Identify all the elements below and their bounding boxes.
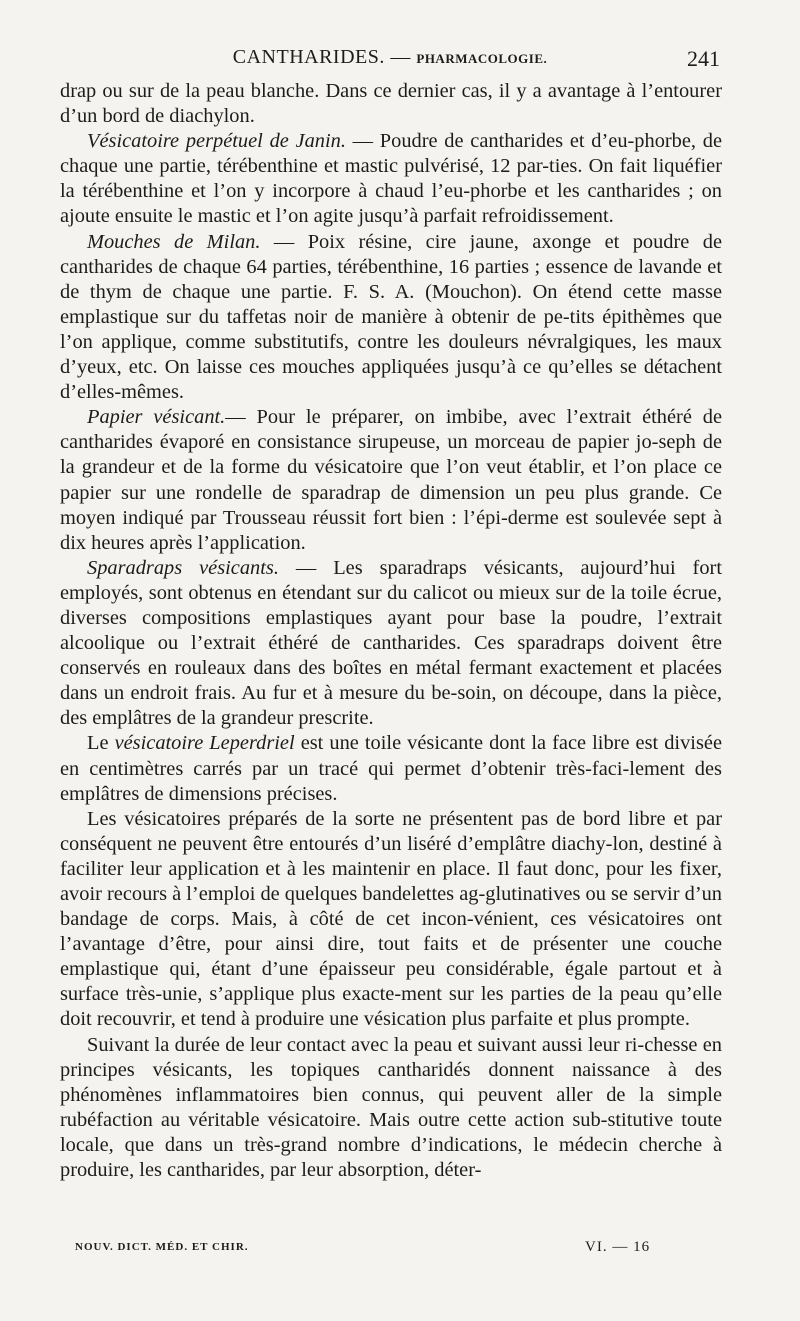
paragraph-heading: Vésicatoire perpétuel de Janin. [87,130,346,153]
volume-mark: VI. — 16 [585,1239,651,1255]
paragraph-heading: Papier vésicant. [87,406,226,429]
paragraph: Les vésicatoires préparés de la sorte ne présentent pas de bord libre et par conséquent ne peuvent être entourés d’un liséré d’emplâtre diachy-lon, destiné à faciliter leur application et à les maintenir en place. Il faut donc, pour les fixer, avoir recours à l’emploi de quelques bandelettes ag-glutinatives ou se servir d’un bandage de corps. Mais, à côté de cet incon-vénient, ces vésicatoires ont l’avantage d’être, pour ainsi dire, tout faits et de présenter une couche emplastique qui, étant d’une épaisseur peu considérable, égale partout et à surface très-unie, s’applique plus exacte-ment sur les parties de la peau qu’elle doit recouvrir, et tend à produire une vésication plus parfaite et plus prompte. [60,807,722,1031]
page-number: 241 [687,46,720,71]
paragraph: Papier vésicant.— Pour le préparer, on imbibe, avec l’extrait éthéré de cantharides évaporé en consistance sirupeuse, un morceau de papier jo-seph de la grandeur et de la forme du vésicatoire que l’on veut établir, et l’on place ce papier sur une rondelle de sparadrap de dimension un peu plus grande. Ce moyen indiqué par Trousseau réussit fort bien : l’épi-derme est soulevée sept à dix heures après l’application. [60,406,722,554]
running-header [60,46,720,76]
header-title [60,46,720,69]
page-footer [75,1239,675,1259]
paragraph: Sparadraps vésicants. — Les sparadraps vésicants, aujourd’hui fort employés, sont obtenus en étendant sur du calicot ou mieux sur de la toile écrue, diverses compositions emplastiques ayant pour base la poudre, l’extrait alcoolique ou l’extrait éthéré de cantharides. Ces sparadraps doivent être conservés en rouleaux dans des boîtes en métal fermant exactement et placées dans un endroit frais. Au fur et à mesure du be-soin, on découpe, dans la pièce, des emplâtres de la grandeur prescrite. [60,556,722,730]
header-main-title: CANTHARIDES. [232,46,385,68]
header-section: PHARMACOLOGIE. [416,51,548,66]
paragraph: Le vésicatoire Leperdriel est une toile vésicante dont la face libre est divisée en centimètres carrés par un tracé qui permet d’obtenir très-faci-lement des emplâtres de dimensions précises. [60,732,722,805]
signature-mark: NOUV. DICT. MÉD. ET CHIR. [75,1241,249,1253]
body-text [60,79,722,1183]
paragraph-heading: Sparadraps vésicants. [87,556,279,579]
paragraph: Suivant la durée de leur contact avec la peau et suivant aussi leur ri-chesse en principes vésicants, les topiques cantharidés donnent naissance à des phénomènes inflammatoires bien connus, qui peuvent aller de la simple rubéfaction au véritable vésicatoire. Mais outre cette action sub-stitutive toute locale, que dans un très-grand nombre d’indications, le médecin cherche à produire, les cantharides, par leur absorption, déter- [60,1033,722,1182]
paragraph: Vésicatoire perpétuel de Janin. — Poudre de cantharides et d’eu-phorbe, de chaque une partie, térébenthine et mastic pulvérisé, 12 par-ties. On fait liquéfier la térébenthine et l’on y incorpore à chaud l’eu-phorbe et les cantharides ; on ajoute ensuite le mastic et l’on agite jusqu’à parfait refroidissement. [60,130,723,228]
header-separator: — [390,46,411,68]
paragraph-heading: vésicatoire Leperdriel [114,732,295,755]
paragraph: drap ou sur de la peau blanche. Dans ce dernier cas, il y a avantage à l’entourer d’un bord de diachylon. [60,80,722,128]
paragraph: Mouches de Milan. — Poix résine, cire jaune, axonge et poudre de cantharides de chaque 64 parties, térébenthine, 16 parties ; essence de lavande et de thym de chaque une partie. F. S. A. (Mouchon). On étend cette masse emplastique sur du taffetas noir de manière à obtenir de pe-tits épithèmes que l’on applique, comme substitutifs, contre les douleurs névralgiques, les maux d’yeux, etc. On laisse ces mouches appliquées jusqu’à ce qu’elles se détachent d’elles-mêmes. [60,230,722,404]
paragraph-heading: Mouches de Milan. [87,230,261,253]
